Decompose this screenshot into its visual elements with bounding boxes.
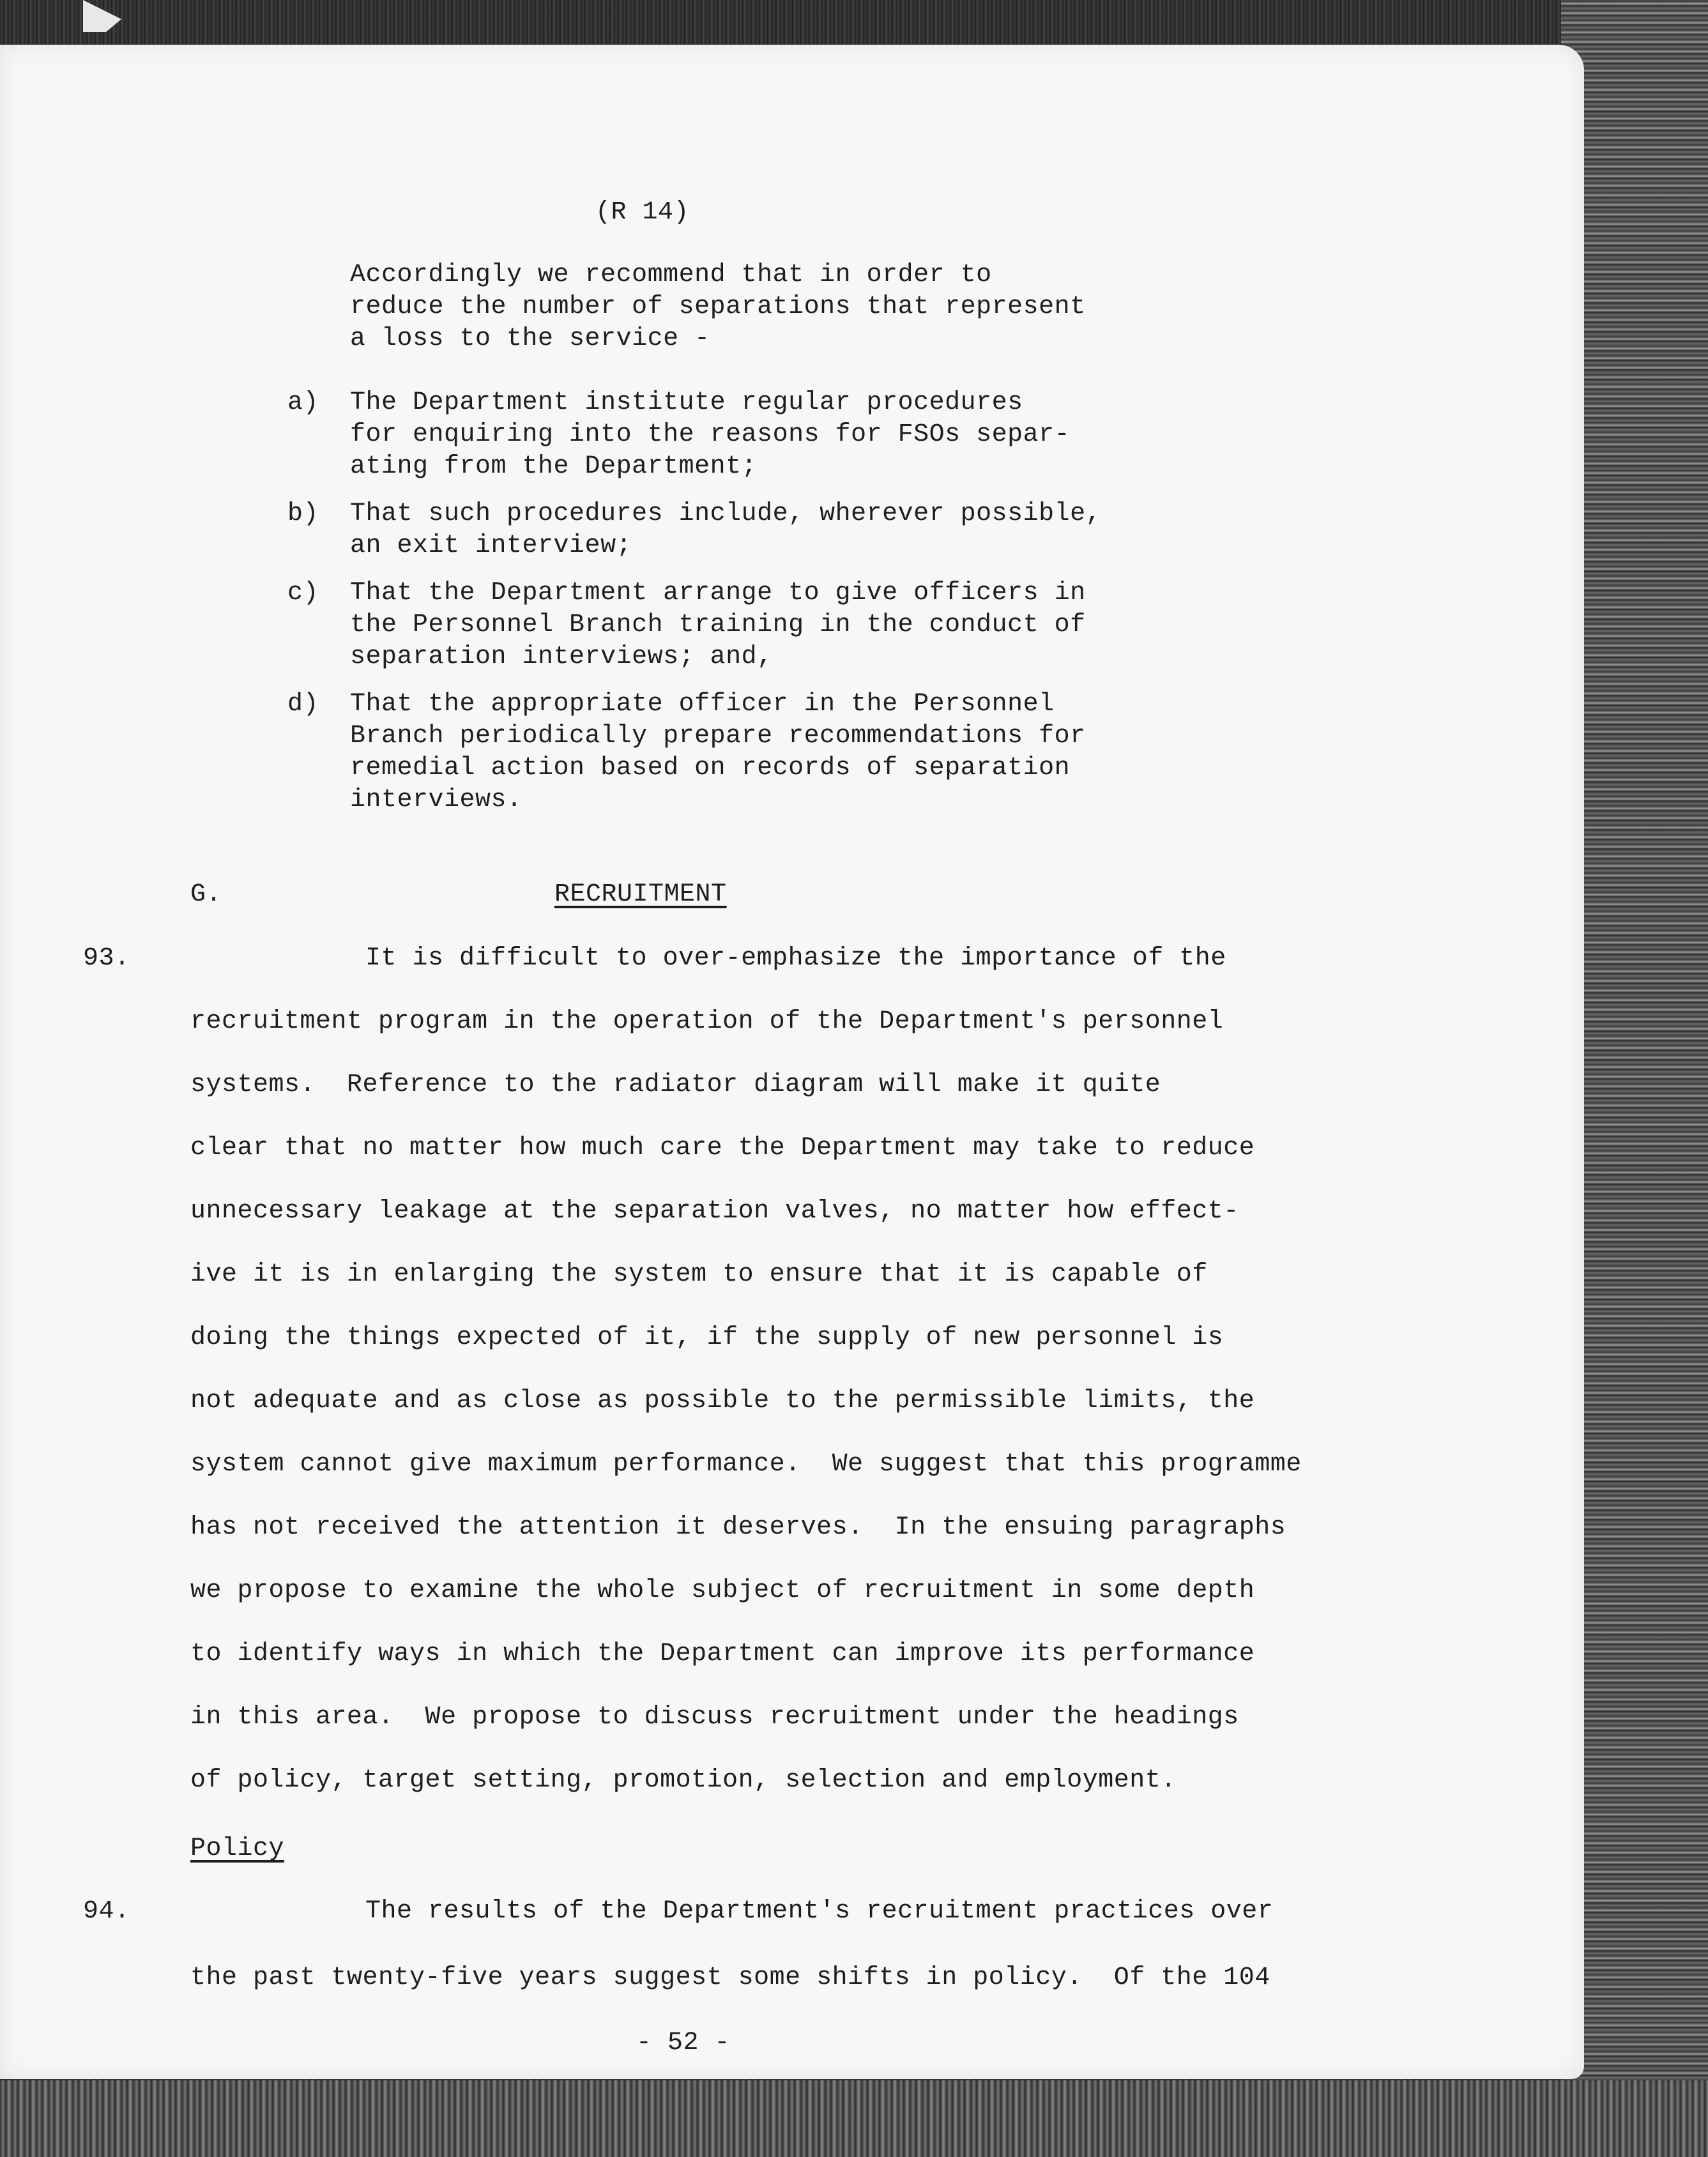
recommendation-d-line: That the appropriate officer in the Personnel — [350, 690, 1055, 719]
document-page — [0, 45, 1584, 2079]
scan-page-edge-bottom — [0, 2080, 1708, 2157]
paragraph-93-line: has not received the attention it deserves. In the ensuing paragraphs — [190, 1513, 1286, 1542]
recommendation-a-line: for enquiring into the reasons for FSOs separ- — [350, 420, 1071, 449]
recommendation-a-line: ating from the Department; — [350, 452, 758, 481]
paragraph-93-line: system cannot give maximum performance. We suggest that this programme — [190, 1450, 1302, 1479]
recommendation-d-line: remedial action based on records of separation — [350, 754, 1071, 782]
recommendation-d-line: Branch periodically prepare recommendations for — [350, 722, 1086, 751]
paragraph-93-line: of policy, target setting, promotion, selection and employment. — [190, 1766, 1177, 1795]
recommendation-b-line: an exit interview; — [350, 531, 632, 560]
paragraph-number-93: 93. — [83, 944, 130, 973]
page-number: - 52 - — [636, 2029, 731, 2057]
recommendation-a-line: The Department institute regular procedures — [350, 388, 1023, 417]
paragraph-93-line: ive it is in enlarging the system to ensure that it is capable of — [190, 1260, 1208, 1289]
subheading-policy: Policy — [190, 1834, 285, 1863]
recommendation-label-d: d) — [287, 690, 319, 719]
paragraph-93-line: clear that no matter how much care the Department may take to reduce — [190, 1134, 1255, 1162]
intro-line: a loss to the service - — [350, 324, 710, 353]
section-title: RECRUITMENT — [554, 880, 727, 909]
intro-line: reduce the number of separations that represent — [350, 293, 1086, 321]
recommendation-c-line: That the Department arrange to give officers in — [350, 579, 1086, 607]
recommendation-label-b: b) — [287, 499, 319, 528]
paragraph-93-line: to identify ways in which the Department can improve its performance — [190, 1640, 1255, 1668]
intro-line: Accordingly we recommend that in order to — [350, 261, 992, 289]
recommendation-label-a: a) — [287, 388, 319, 417]
recommendation-c-line: the Personnel Branch training in the conduct of — [350, 611, 1086, 639]
paragraph-93-line: doing the things expected of it, if the supply of new personnel is — [190, 1323, 1224, 1352]
recommendation-reference: (R 14) — [595, 198, 690, 227]
paragraph-number-94: 94. — [83, 1897, 130, 1926]
paragraph-93-line: unnecessary leakage at the separation valves, no matter how effect- — [190, 1197, 1239, 1226]
paragraph-93-line: we propose to examine the whole subject of recruitment in some depth — [190, 1576, 1255, 1605]
recommendation-b-line: That such procedures include, wherever possible, — [350, 499, 1102, 528]
paragraph-93-line: in this area. We propose to discuss recruitment under the headings — [190, 1703, 1239, 1732]
paragraph-94-line: The results of the Department's recruitment practices over — [365, 1897, 1274, 1926]
paragraph-93-line: It is difficult to over-emphasize the importance of the — [365, 944, 1226, 973]
recommendation-label-c: c) — [287, 579, 319, 607]
recommendation-d-line: interviews. — [350, 786, 522, 814]
section-letter: G. — [190, 880, 222, 909]
paragraph-94-line: the past twenty-five years suggest some shifts in policy. Of the 104 — [190, 1963, 1270, 1992]
recommendation-c-line: separation interviews; and, — [350, 643, 773, 671]
paragraph-93-line: not adequate and as close as possible to the permissible limits, the — [190, 1387, 1255, 1415]
paragraph-93-line: systems. Reference to the radiator diagram will make it quite — [190, 1071, 1161, 1099]
paragraph-93-line: recruitment program in the operation of the Department's personnel — [190, 1007, 1224, 1036]
